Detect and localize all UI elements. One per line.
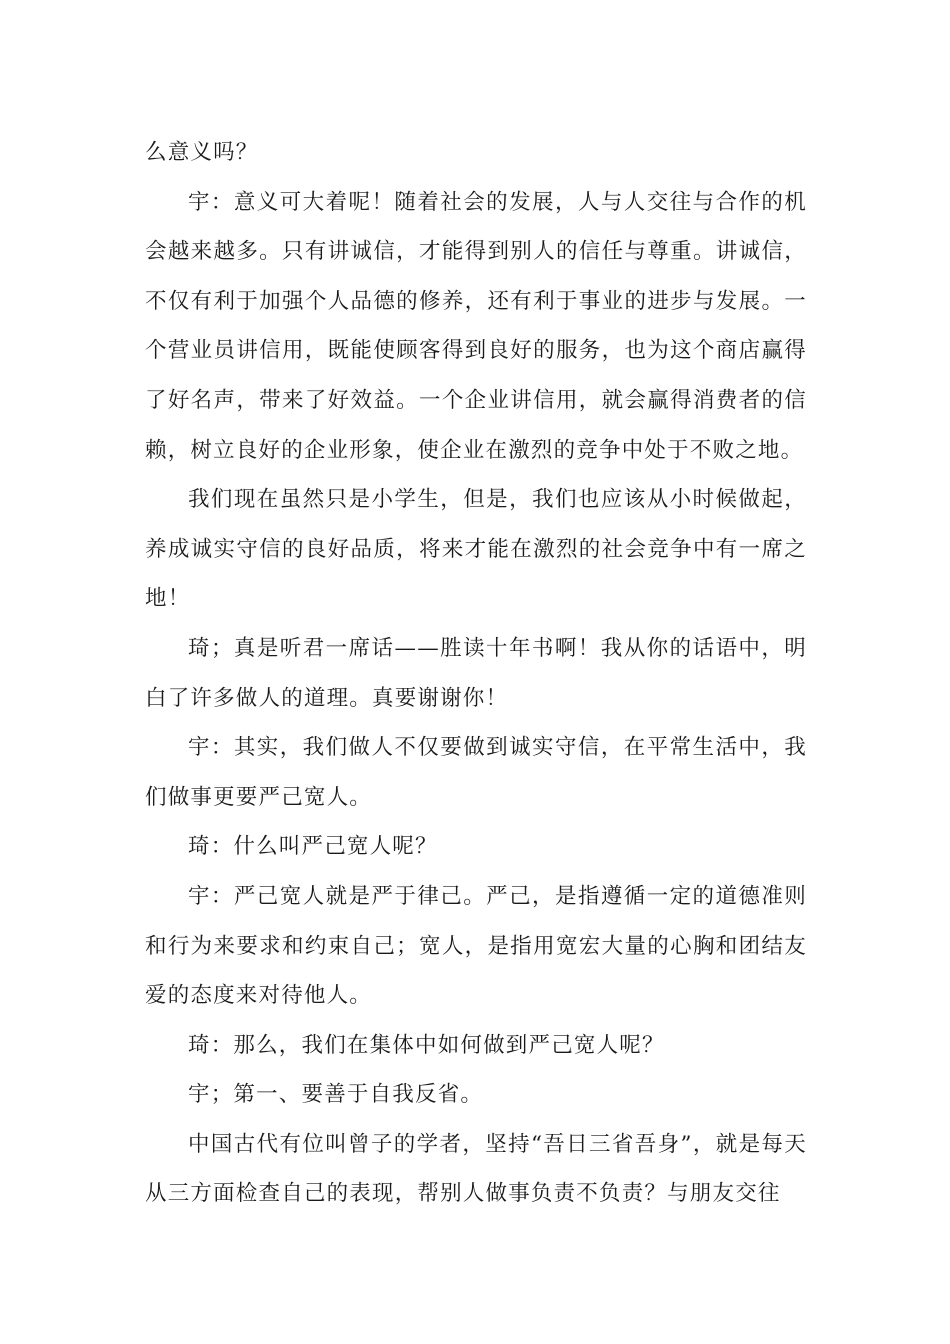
paragraph-qi-how: 琦：那么，我们在集体中如何做到严己宽人呢？ [188, 1032, 665, 1058]
paragraph-yu-meaning: 宇：意义可大着呢！随着社会的发展，人与人交往与合作的机会越来越多。只有讲诚信，才能得到别人的信任与尊重。讲诚信，不仅有利于加强个人品德的修养，还有利于事业的进步与发展。一个营业员讲信用，既能使顾客得到良好的服务，也为这个商店赢得了好名声，带来了好效益。一个企业讲信用，就会赢得消费者的信赖，树立良好的企业形象，使企业在激烈的竞争中处于不败之地。 [145, 189, 807, 463]
paragraph-yu-definition: 宇：严己宽人就是严于律己。严己，是指遵循一定的道德准则和行为来要求和约束自己；宽人，是指用宽宏大量的心胸和团结友爱的态度来对待他人。 [145, 883, 807, 1009]
paragraph-qi-thanks: 琦；真是听君一席话——胜读十年书啊！我从你的话语中，明白了许多做人的道理。真要谢谢你！ [145, 635, 807, 711]
paragraph-students: 我们现在虽然只是小学生，但是，我们也应该从小时候做起，养成诚实守信的良好品质，将来才能在激烈的社会竞争中有一席之地！ [145, 487, 807, 612]
paragraph-yu-first: 宇；第一、要善于自我反省。 [188, 1082, 484, 1108]
paragraph-zengzi: 中国古代有位叫曾子的学者，坚持“吾日三省吾身”，就是每天从三方面检查自己的表现，帮别人做事负责不负责？与朋友交往 [145, 1131, 807, 1207]
document-body [145, 128, 807, 1219]
paragraph-qi-question: 琦：什么叫严己宽人呢？ [188, 834, 438, 860]
paragraph-yu-strict: 宇：其实，我们做人不仅要做到诚实守信，在平常生活中，我们做事更要严己宽人。 [145, 735, 807, 810]
paragraph-continuation: 么意义吗？ [145, 140, 259, 165]
